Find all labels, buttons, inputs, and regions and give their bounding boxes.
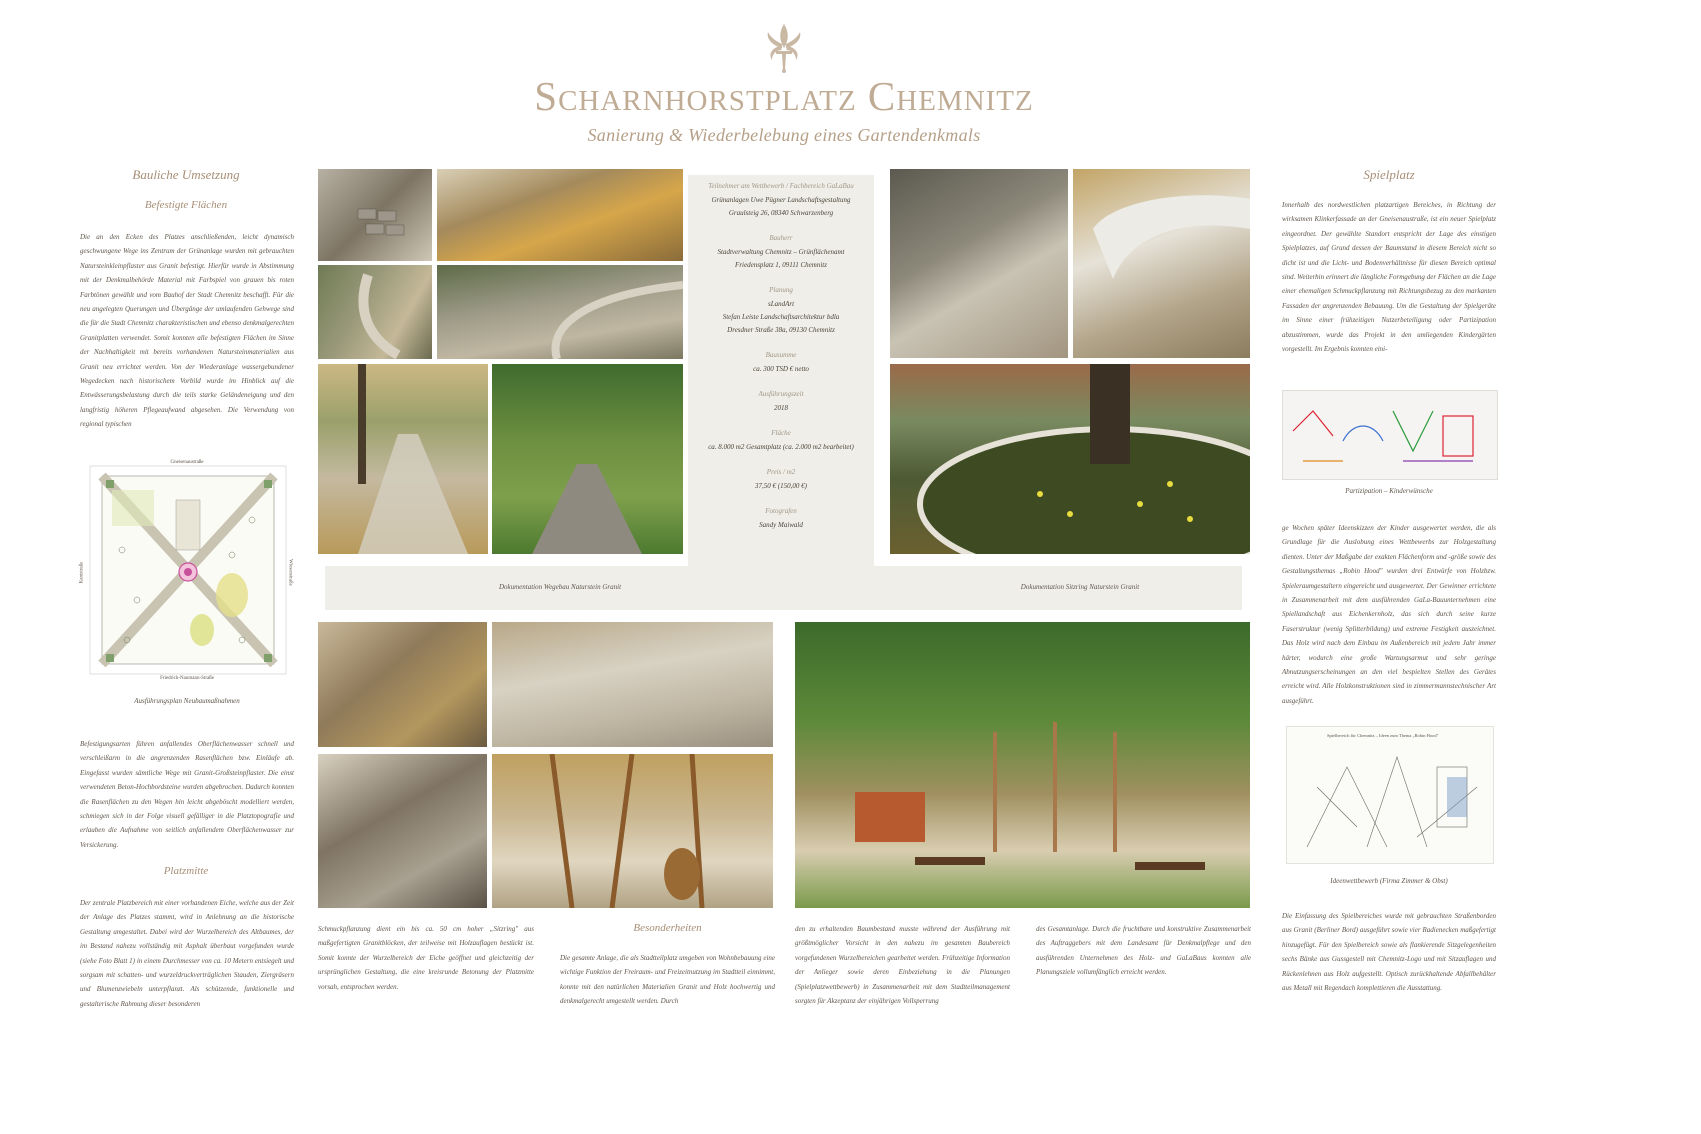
plan-label-east: Wiesenstraße: [287, 559, 293, 586]
children-drawings: [1282, 390, 1498, 480]
heading-besonderheiten: Besonderheiten: [633, 922, 702, 934]
info-value: ca. 8.000 m2 Gesamtplatz (ca. 2.000 m2 bearbeitet): [708, 443, 854, 451]
sketch-title: Spielbereich für Chemnitz – Ideen zum Thema „Robin Hood": [1327, 733, 1439, 738]
info-label: Fotografen: [765, 507, 797, 515]
site-plan: [79, 460, 293, 692]
photo-autumn-path: [318, 364, 488, 554]
info-label: Planung: [769, 286, 793, 294]
info-value: 2018: [774, 404, 788, 412]
left-paragraph-3: Der zentrale Platzbereich mit einer vorhandenen Eiche, welche aus der Zeit der Anlage des Platzes stammt, wird in Anlehnung an die historische Gestaltung umgestaltet. Dabei wird der Wurzelbereich des Altbaumes, der im Bestand nahezu vollständig mit Asphalt überbaut vorgefunden wurde (siehe Foto Blatt 1) in einem Durchmesser von ca. 10 Metern entsiegelt und sorgsam mit schatten- und wurzeldruckverträglichen Stauden, Ziergräsern und Blumenzwiebeln unterpflanzt. Als schützende, funktionelle und gestalterische Rahmung dieser besonderen: [80, 899, 294, 1008]
center-col-2: Die gesamte Anlage, die als Stadtteilplatz umgeben von Wohnbebauung eine wichtige Funktion der Freiraum- und Freizeitnutzung im Stadtteil einnimmt, konnte mit den natürlichen Materialien Granit und Holz hochwertig und denkmalgerecht umgestellt werden. Durch: [560, 954, 775, 1006]
subheading-befestigte: Befestigte Flächen: [144, 199, 228, 211]
section-heading-bauliche: Bauliche Umsetzung: [132, 167, 240, 182]
info-label: Ausführungszeit: [758, 390, 804, 398]
section-heading-spielplatz: Spielplatz: [1363, 167, 1415, 182]
photo-seat-ring-tree: [890, 364, 1250, 554]
info-value: Stefan Leiste Landschaftsarchitektur bdla: [722, 313, 840, 321]
info-value: Dresdner Straße 38a, 09130 Chemnitz: [727, 326, 835, 334]
photo-cobble-pile: [318, 754, 487, 908]
right-paragraph-1: Innerhalb des nordwestlichen platzartigen Bereiches, in Richtung der wirksamen Klinkerfassade an der Gneisenaustraße, ist ein neuer Spielplatz eingeordnet. Der gewählte Standort entspricht der Lage des einstigen Spielplatzes, auf Grund dessen der Baumstand in diesem Bereich nicht so dicht ist und die Licht- und Bodenverhältnisse für diesen Bereich optimal sind. Weiterhin erinnert die längliche Formgebung der Flächen an die Lage einer ehemaligen Schmuckpflanzung mit Richtungsbezug zu den markanten Fassaden der angrenzenden Bebauung. Um die Gestaltung der Spielgeräte im Sinne einer frühzeitigen Nutzerbeteiligung oder Partizipation abzustimmen, wurde das Projekt in den umliegenden Kindergärten vorgestellt. Im Ergebnis konnten eini-: [1282, 201, 1496, 354]
photo-playground-people: [795, 622, 1250, 908]
info-list: [695, 182, 867, 532]
photo-granite-ring: [1073, 169, 1250, 358]
info-label: Bausumme: [765, 351, 797, 359]
photo-granite-stones: [318, 169, 432, 261]
plan-label-south: Friedrich-Naumann-Straße: [160, 676, 214, 681]
caption-ideenwettbewerb: Ideenwettbewerb (Firma Zimmer & Obst): [1330, 877, 1448, 885]
info-value: ca. 300 TSD € netto: [753, 365, 809, 373]
photo-cobble-path: [492, 364, 683, 554]
subheading-platzmitte: Platzmitte: [163, 865, 209, 877]
fleur-de-lis-ornament: [762, 22, 806, 74]
info-value: Grünanlagen Uwe Pügner Landschaftsgestaltung: [711, 196, 851, 204]
page-title: Scharnhorstplatz Chemnitz: [534, 73, 1034, 119]
photo-wooden-play-structure: [492, 754, 773, 908]
center-col-3: den zu erhaltenden Baumbestand musste während der Ausführung mit größtmöglicher Vorsicht in den nahezu im gesamten Baubereich vorgefundenen Wurzelbereichen gearbeitet werden. Frühzeitige Information der Anlieger sowie deren Einbeziehung in die Planungen (Spielplatzwettbewerb) in Zusammenarbeit mit dem Stadtteilmanagement sorgten für Akzeptanz der einjährigen Vollsperrung: [795, 925, 1010, 1006]
center-col-1: Schmuckpflanzung dient ein bis ca. 50 cm hoher „Sitzring" aus maßgefertigten Granitblöcken, der teilweise mit Holzauflagen bestückt ist. Somit konnte der Wurzelbereich der Eiche geöffnet und gleichzeitig der ursprünglichen Gestaltung, die eine kreisrunde Betonung der Platzmitte vorsah, entsprochen werden.: [318, 925, 534, 991]
left-paragraph-2: Befestigungsarten führen anfallendes Oberflächenwasser schnell und verschleißarm in die angrenzenden Rasenflächen bzw. Einläufe ab. Eingefasst wurden sämtliche Wege mit Granit-Großsteinpflaster. Die einst verwendeten Beton-Hochbordsteine wurden abgebrochen. Dadurch konnten die Rasenflächen zu den Wegen hin leicht abgeböscht modelliert werden, schmiegen sich in der Folge visuell gefälliger in die Platztopografie und erlauben die Aufnahme von seitlich anfallendem Oberflächenwasser zur Versickerung.: [80, 740, 294, 849]
caption-wegebau: Dokumentation Wegebau Naturstein Granit: [498, 583, 622, 591]
info-label: Preis / m2: [766, 468, 796, 476]
photo-curb-edge: [318, 265, 432, 359]
info-value: sLandArt: [767, 300, 795, 308]
info-value: Stadtverwaltung Chemnitz – Grünflächenamt: [717, 248, 845, 256]
photo-wood-edge: [318, 622, 487, 747]
plan-caption: Ausführungsplan Neubaumaßnahmen: [134, 697, 240, 705]
info-label: Teilnehmer am Wettbewerb / Fachbereich GaLaBau: [708, 182, 854, 190]
center-col-4: des Gesamtanlage. Durch die fruchtbare und konstruktive Zusammenarbeit des Auftraggebers mit dem Landesamt für Denkmalpflege und den ausführenden Unternehmen des Holz- und GaLaBaus konnten alle Planungsziele vollumfänglich erreicht werden.: [1036, 925, 1251, 977]
info-value: Friedensplatz 1, 09111 Chemnitz: [735, 261, 827, 269]
info-value: Sandy Maiwald: [759, 521, 803, 529]
caption-sitzring: Dokumentation Sitzring Naturstein Granit: [1020, 583, 1140, 591]
photo-curved-path: [437, 265, 683, 359]
page-subtitle: Sanierung & Wiederbelebung eines Gartendenkmals: [587, 125, 981, 145]
plan-label-north: Gneisenaustraße: [170, 460, 204, 465]
info-label: Fläche: [771, 429, 791, 437]
competition-sketch: [1286, 726, 1494, 864]
right-paragraph-2: ge Wochen später Ideenskizzen der Kinder ausgewertet werden, die als Grundlage für die Auslobung eines Wettbewerbs zur Holzgestaltung dienten. Unter der Maßgabe der exakten Flächenform und -größe sowie des Gestaltungsthemas „Robin Hood" wurden drei Entwürfe von Holzbzw. Spieleraumgestaltern eingereicht und ausgewertet. Der Gewinner errichtete in Zusammenarbeit mit dem ausführenden GaLa-Bauunternehmen eine Spiellandschaft aus Eichenkernholz, das sich durch seine kurze Faserstruktur (wenig Splitterbildung) und extreme Festigkeit auszeichnet. Das Holz wird nach dem Einbau im Außenbereich mit jedem Jahr immer härter, wodurch eine große Wartungsarmut und sehr geringe Abnutzungserscheinungen an den viel bespielten Stellen des Gerätes erreicht wird. Alle Holzkonstruktionen sind in zimmermannstechnischer Art ausgeführt.: [1282, 524, 1496, 705]
left-paragraph-1: Die an den Ecken des Platzes anschließenden, leicht dynamisch geschwungene Wege ins Zentrum der Grünanlage wurden mit gebrauchten Natursteinkleinpflaster aus Granit befestigt. Hierfür wurde in Abstimmung mit der Denkmalbehörde Material mit Farbspiel von grauen bis roten Farbtönen gewählt und vom Bauhof der Stadt Chemnitz beschafft. Für die neu angelegten Querungen und Übergänge der umlaufenden Gehwege sind die für die Stadt Chemnitz charakteristischen und ebenso denkmalgerechten Granitplatten verwendet. Somit konnten alle befestigten Flächen im Sinne der Nachhaltigkeit mit bereits vorhandenen Natursteinmaterialien aus Granit neu errichtet werden. Von der Wiederanlage wassergebundener Wegedecken nach historischem Vorbild wurde im Hinblick auf die Entwässerungsbelastung durch die teils starke Geländeneigung und den langfristig höheren Pflegeaufwand abgesehen. Die Verwendung von regional typischen: [80, 233, 294, 429]
right-paragraph-3: Die Einfassung des Spielbereiches wurde mit gebrauchten Straßenborden aus Granit (Berliner Bord) ausgeführt sowie vier Radienecken maßgefertigt hinzugefügt. Für den Spielbereich sowie als flankierende Sitzgelegenheiten sechs Bänke aus Gussgestell mit Chemnitz-Logo und mit Sitzauflagen und Rückenlehnen aus Holz aufgestellt. Optisch zurückhaltende Abfallbehälter aus Metall mit Regendach komplettieren die Ausstattung.: [1282, 912, 1496, 993]
info-value: 37,50 € (150,00 €): [755, 482, 807, 490]
photo-excavation: [890, 169, 1068, 358]
photo-playground-sand: [492, 622, 773, 747]
plan-label-west: Kantstraße: [79, 561, 85, 584]
caption-partizipation: Partizipation – Kinderwünsche: [1345, 487, 1433, 495]
info-label: Bauherr: [769, 234, 793, 242]
photo-leaf-pile: [437, 169, 683, 261]
info-value: Graulsteig 26, 08340 Schwarzenberg: [728, 209, 834, 217]
